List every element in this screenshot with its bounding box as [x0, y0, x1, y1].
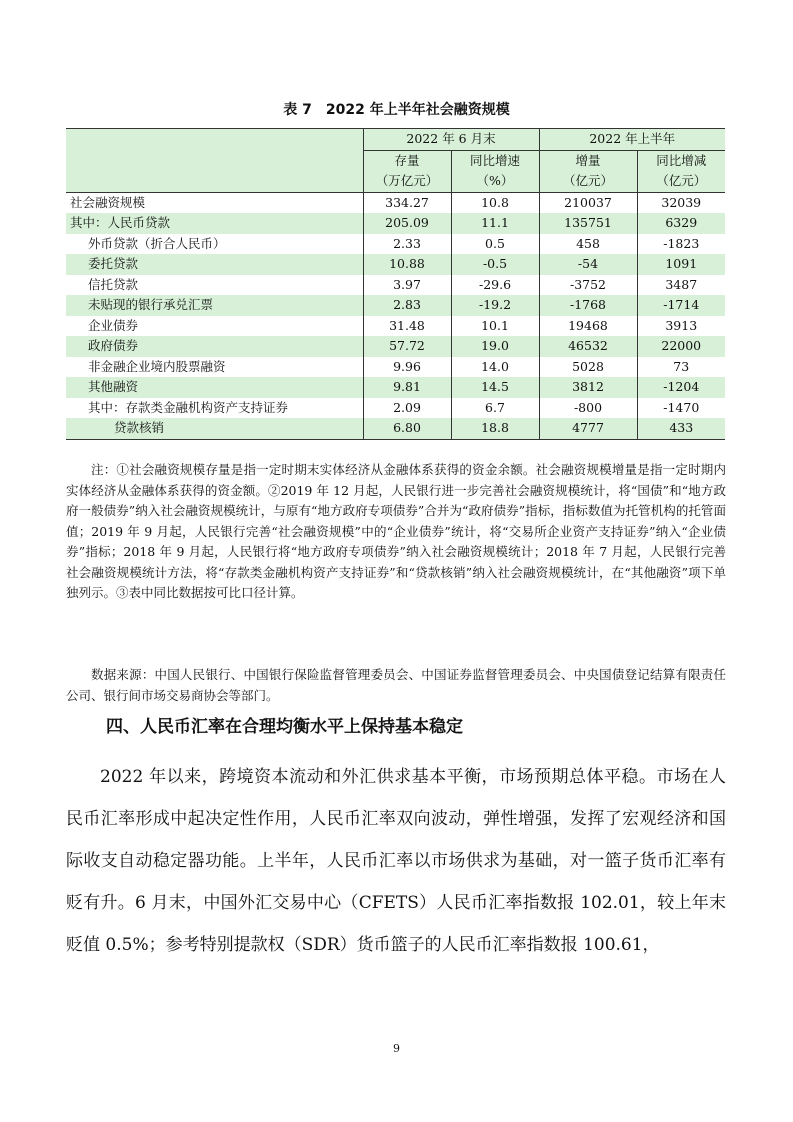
- cell-yoy-change: 1091: [637, 254, 725, 275]
- cell-increment: 4777: [539, 418, 637, 439]
- table-col-header-row-1: [66, 150, 725, 171]
- col-unit-increment: （亿元）: [539, 171, 637, 192]
- cell-yoy-change: 3487: [637, 275, 725, 296]
- cell-increment: 135751: [539, 213, 637, 234]
- col-header-yoy-change: 同比增减: [637, 150, 725, 171]
- cell-yoy-change: 22000: [637, 336, 725, 357]
- col-header-yoy-growth: 同比增速: [451, 150, 539, 171]
- row-label: 外币贷款（折合人民币）: [66, 234, 363, 255]
- cell-yoy-change: 6329: [637, 213, 725, 234]
- cell-stock: 9.81: [363, 377, 451, 398]
- cell-stock: 205.09: [363, 213, 451, 234]
- table-row: [66, 398, 725, 419]
- row-label: 信托贷款: [66, 275, 363, 296]
- col-unit-yoy-growth: （%）: [451, 171, 539, 192]
- cell-yoy-change: -1823: [637, 234, 725, 255]
- cell-yoy-growth: 19.0: [451, 336, 539, 357]
- cell-yoy-growth: 10.8: [451, 192, 539, 213]
- table-title: 表 7 2022 年上半年社会融资规模: [283, 102, 510, 118]
- page-number: 9: [393, 1042, 400, 1055]
- row-label: 委托贷款: [66, 254, 363, 275]
- cell-yoy-growth: 14.0: [451, 357, 539, 378]
- cell-increment: -800: [539, 398, 637, 419]
- cell-yoy-change: 32039: [637, 192, 725, 213]
- cell-stock: 2.83: [363, 295, 451, 316]
- row-label: 社会融资规模: [66, 192, 363, 213]
- cell-stock: 2.09: [363, 398, 451, 419]
- cell-yoy-growth: 14.5: [451, 377, 539, 398]
- cell-yoy-growth: 11.1: [451, 213, 539, 234]
- cell-yoy-growth: -0.5: [451, 254, 539, 275]
- cell-increment: 210037: [539, 192, 637, 213]
- cell-stock: 2.33: [363, 234, 451, 255]
- cell-yoy-growth: 10.1: [451, 316, 539, 337]
- table-row: [66, 213, 725, 234]
- data-source-note: 数据来源：中国人民银行、中国银行保险监督管理委员会、中国证券监督管理委员会、中央国债登记结算有限责任公司、银行间市场交易商协会等部门。: [66, 667, 726, 703]
- cell-yoy-change: -1204: [637, 377, 725, 398]
- table-row: [66, 295, 725, 316]
- group-header-june-end: 2022 年 6 月末: [363, 129, 539, 151]
- row-label: 政府债券: [66, 336, 363, 357]
- section-body-paragraph: 2022 年以来，跨境资本流动和外汇供求基本平衡，市场预期总体平稳。市场在人民币汇率形成中起决定性作用，人民币汇率双向波动，弹性增强，发挥了宏观经济和国际收支自动稳定器功能。上半年，人民币汇率以市场供求为基础，对一篮子货币汇率有贬有升。6 月末，中国外汇交易中心（CFETS）人民币汇率指数报 102.01，较上年末贬值 0.5%；参考特别提款权（SDR）货币篮子的人民币汇率指数报 100.61，: [66, 767, 726, 955]
- col-unit-stock: （万亿元）: [363, 171, 451, 192]
- cell-stock: 9.96: [363, 357, 451, 378]
- row-label: 其他融资: [66, 377, 363, 398]
- cell-stock: 6.80: [363, 418, 451, 439]
- cell-yoy-growth: 0.5: [451, 234, 539, 255]
- cell-increment: 46532: [539, 336, 637, 357]
- table-col-header-row-2: [66, 171, 725, 192]
- table-row: [66, 336, 725, 357]
- cell-yoy-growth: -19.2: [451, 295, 539, 316]
- cell-increment: -54: [539, 254, 637, 275]
- row-label: 企业债券: [66, 316, 363, 337]
- table-group-header-row: [66, 129, 725, 151]
- group-header-first-half: 2022 年上半年: [539, 129, 725, 151]
- table-row: [66, 377, 725, 398]
- cell-increment: 3812: [539, 377, 637, 398]
- row-label: 其中：人民币贷款: [66, 213, 363, 234]
- social-financing-table: [66, 128, 725, 440]
- cell-increment: 458: [539, 234, 637, 255]
- cell-stock: 10.88: [363, 254, 451, 275]
- cell-yoy-growth: -29.6: [451, 275, 539, 296]
- table-row: [66, 254, 725, 275]
- row-label: 未贴现的银行承兑汇票: [66, 295, 363, 316]
- table-row: [66, 234, 725, 255]
- cell-increment: 19468: [539, 316, 637, 337]
- cell-yoy-change: -1714: [637, 295, 725, 316]
- table-footnote: 注：①社会融资规模存量是指一定时期末实体经济从金融体系获得的资金余额。社会融资规模增量是指一定时期内实体经济从金融体系获得的资金额。②2019 年 12 月起，人民银行进一步完善社会融资规模统计，将“国债”和“地方政府一般债券”纳入社会融资规模统计，与原有“地方政府专项债券”合并为“政府债券”指标，指标数值为托管机构的托管面值；2019 年 9 月起，人民银行完善“社会融资规模”中的“企业债券”统计，将“交易所企业资产支持证券”纳入“企业债券”指标；2018 年 9 月起，人民银行将“地方政府专项债券”纳入社会融资规模统计；2018 年 7 月起，人民银行完善社会融资规模统计方法，将“存款类金融机构资产支持证券”和“贷款核销”纳入社会融资规模统计，在“其他融资”项下单独列示。③表中同比数据按可比口径计算。: [66, 462, 726, 600]
- section-heading: 四、人民币汇率在合理均衡水平上保持基本稳定: [106, 717, 463, 737]
- cell-stock: 31.48: [363, 316, 451, 337]
- row-label: 非金融企业境内股票融资: [66, 357, 363, 378]
- cell-stock: 3.97: [363, 275, 451, 296]
- cell-increment: -3752: [539, 275, 637, 296]
- col-header-stock: 存量: [363, 150, 451, 171]
- cell-stock: 57.72: [363, 336, 451, 357]
- table-row: [66, 316, 725, 337]
- cell-yoy-growth: 18.8: [451, 418, 539, 439]
- table-row: [66, 192, 725, 213]
- cell-increment: 5028: [539, 357, 637, 378]
- cell-increment: -1768: [539, 295, 637, 316]
- cell-yoy-growth: 6.7: [451, 398, 539, 419]
- table-row: [66, 275, 725, 296]
- cell-yoy-change: 73: [637, 357, 725, 378]
- table-row: [66, 357, 725, 378]
- cell-stock: 334.27: [363, 192, 451, 213]
- table-row: [66, 418, 725, 439]
- col-header-increment: 增量: [539, 150, 637, 171]
- row-label: 贷款核销: [66, 418, 363, 439]
- cell-yoy-change: 433: [637, 418, 725, 439]
- col-unit-yoy-change: （亿元）: [637, 171, 725, 192]
- cell-yoy-change: -1470: [637, 398, 725, 419]
- row-label: 其中：存款类金融机构资产支持证券: [66, 398, 363, 419]
- cell-yoy-change: 3913: [637, 316, 725, 337]
